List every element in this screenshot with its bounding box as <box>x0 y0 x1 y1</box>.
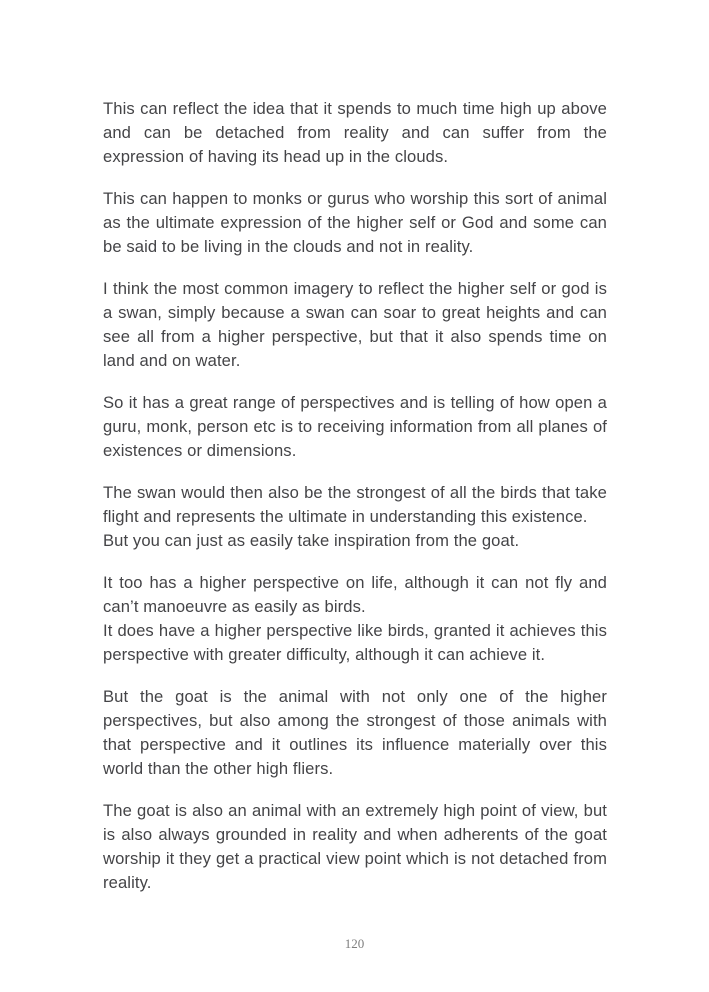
paragraph-text: It too has a higher perspective on life, although it can not fly and can’t manoeuvre as easily as birds. <box>103 573 607 616</box>
paragraph <box>103 277 607 373</box>
paragraph <box>103 391 607 463</box>
paragraph-text: But the goat is the animal with not only one of the higher perspectives, but also among the strongest of those animals with that perspective and it outlines its influence materially over this world than the other high fliers. <box>103 687 607 778</box>
paragraph-text: It does have a higher perspective like birds, granted it achieves this perspective with greater difficulty, although it can achieve it. <box>103 621 607 664</box>
paragraph <box>103 187 607 259</box>
paragraph-text: But you can just as easily take inspiration from the goat. <box>103 531 520 550</box>
paragraph <box>103 481 607 553</box>
paragraph-text: The goat is also an animal with an extremely high point of view, but is also always grounded in reality and when adherents of the goat worship it they get a practical view point which is not detached from reality. <box>103 801 607 892</box>
paragraph-text: This can happen to monks or gurus who worship this sort of animal as the ultimate expression of the higher self or God and some can be said to be living in the clouds and not in reality. <box>103 189 607 256</box>
paragraph <box>103 571 607 667</box>
page-number: 120 <box>344 936 365 951</box>
paragraph-text: The swan would then also be the strongest of all the birds that take flight and represents the ultimate in understanding this existence. <box>103 483 607 526</box>
paragraph-text: This can reflect the idea that it spends to much time high up above and can be detached from reality and can suffer from the expression of having its head up in the clouds. <box>103 99 607 166</box>
paragraph <box>103 97 607 169</box>
paragraph-text: So it has a great range of perspectives and is telling of how open a guru, monk, person etc is to receiving information from all planes of existences or dimensions. <box>103 393 607 460</box>
paragraph-text: I think the most common imagery to reflect the higher self or god is a swan, simply because a swan can soar to great heights and can see all from a higher perspective, but that it also spends time on land and on water. <box>103 279 607 370</box>
paragraph <box>103 799 607 895</box>
paragraph <box>103 685 607 781</box>
